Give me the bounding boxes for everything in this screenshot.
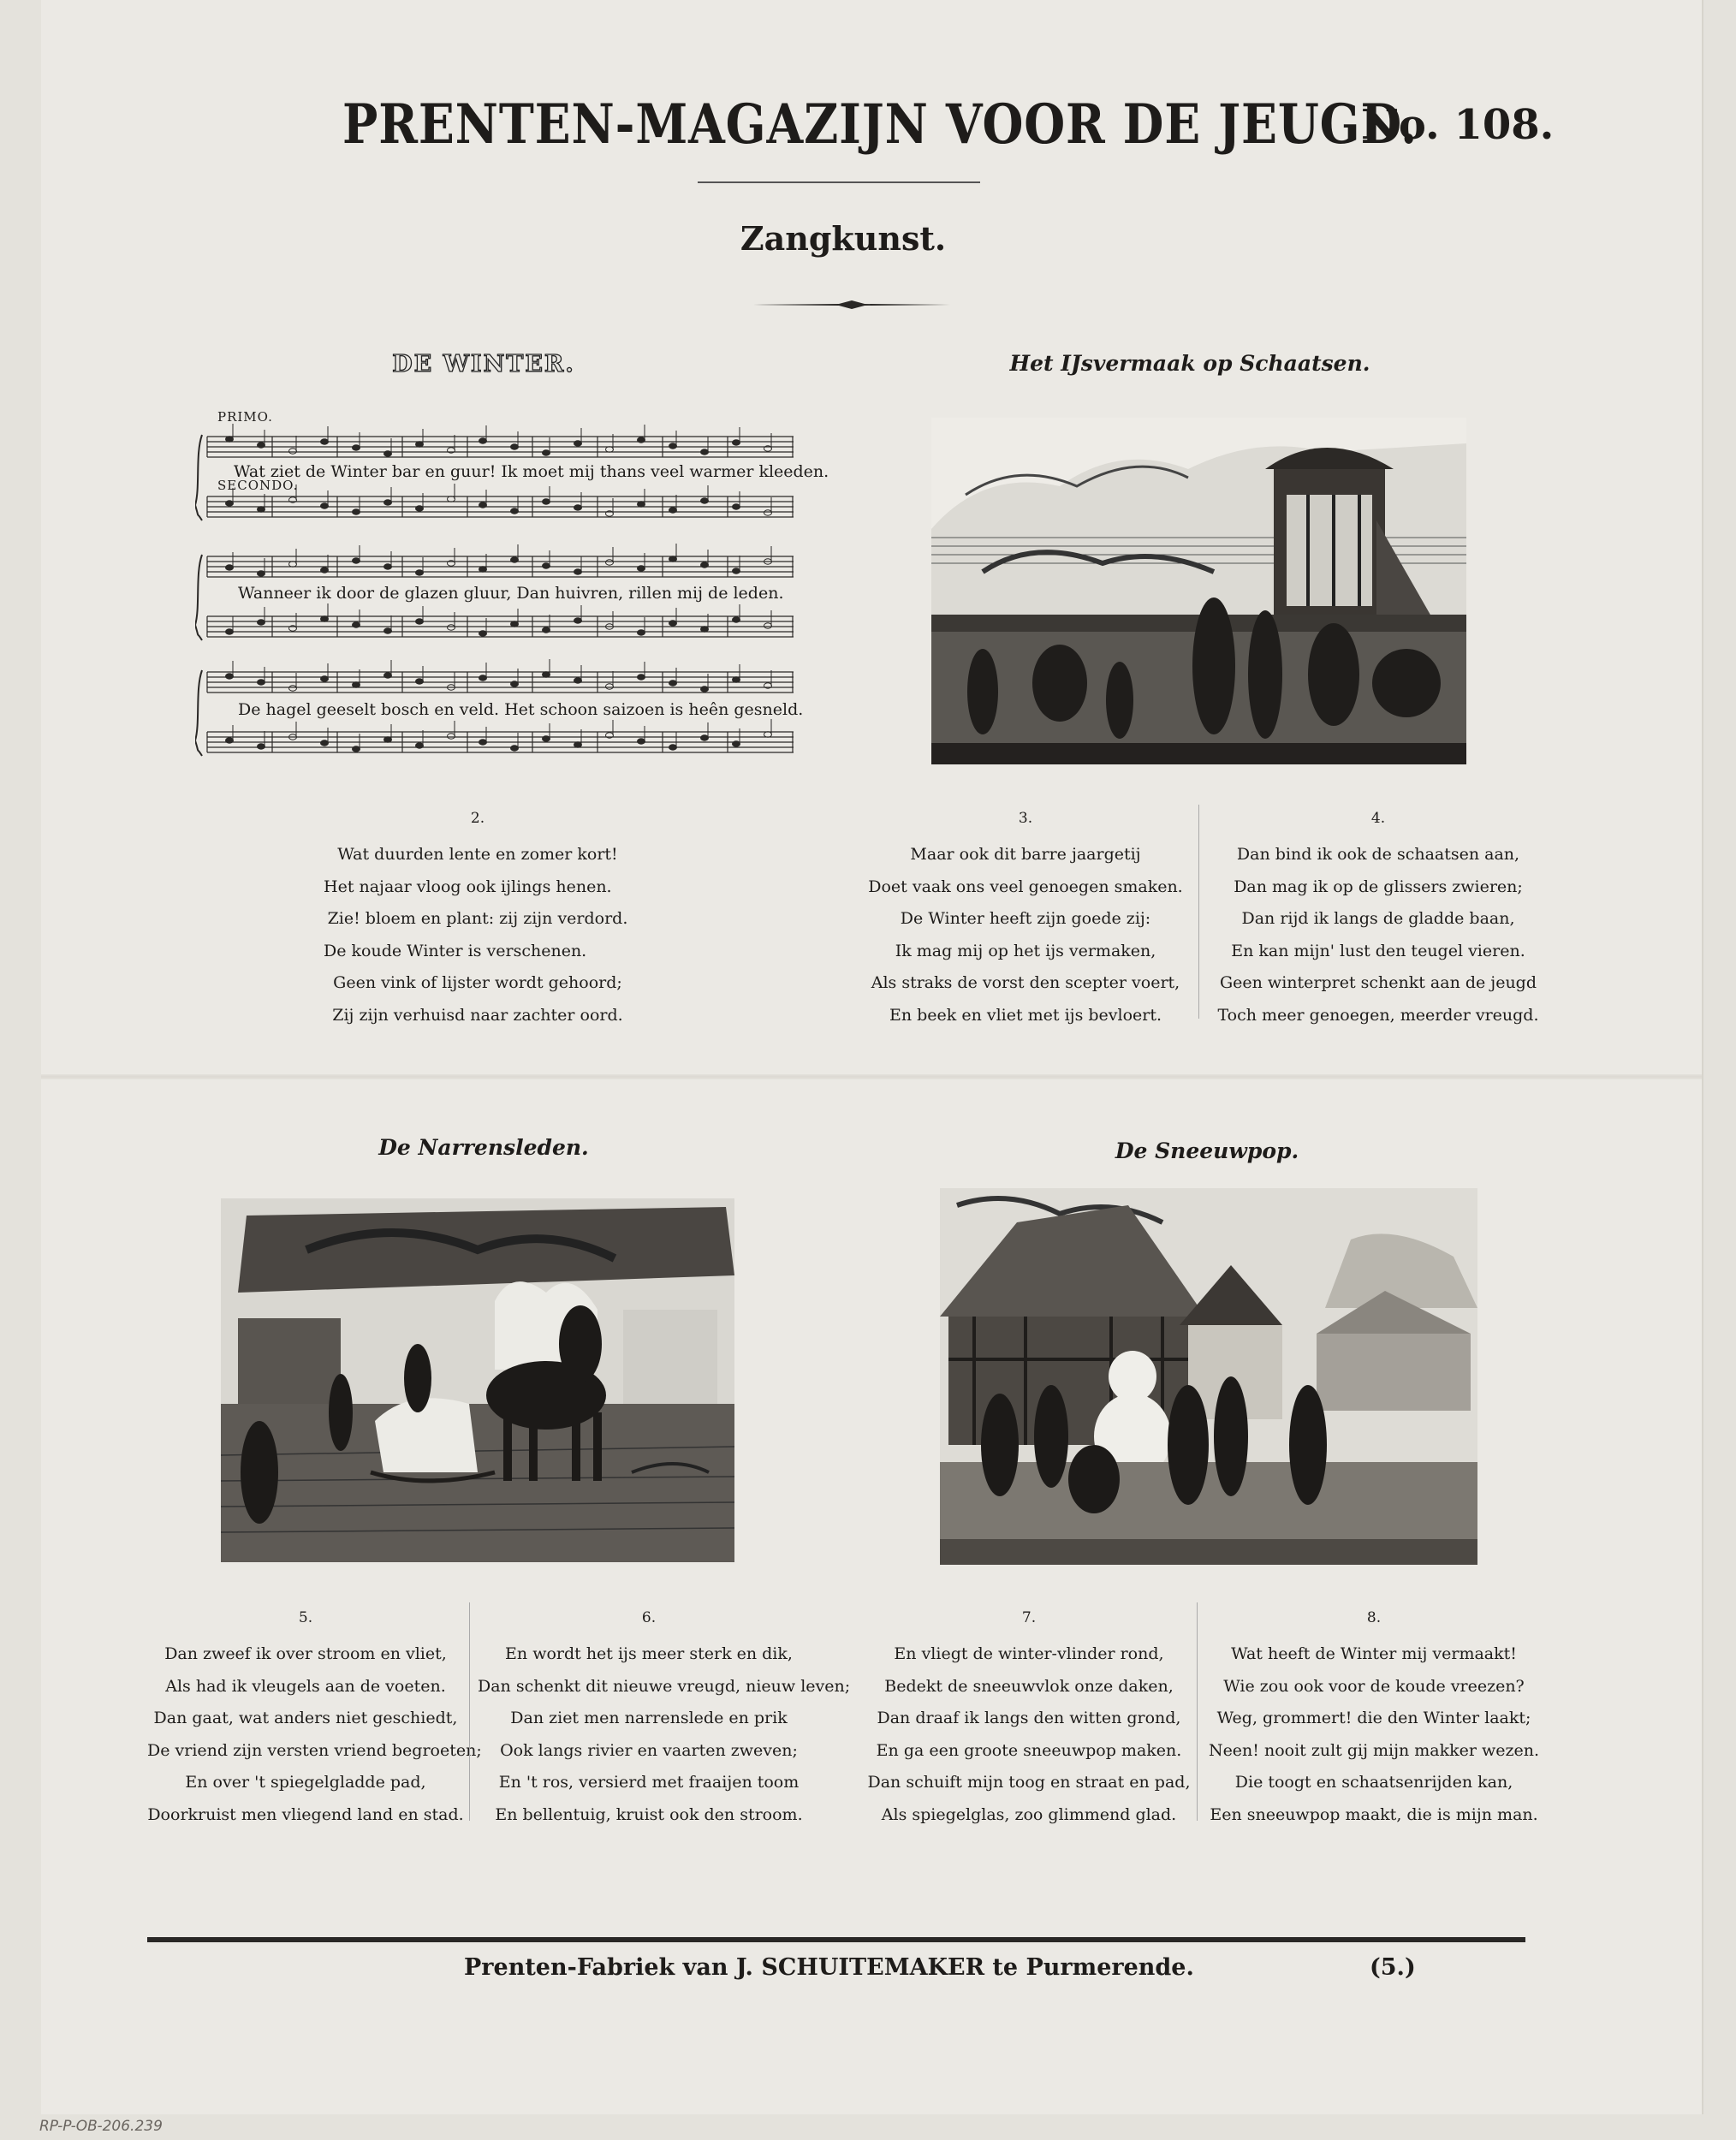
note-head xyxy=(226,437,234,442)
note-head xyxy=(669,745,677,750)
note-head xyxy=(479,631,487,636)
note-head xyxy=(638,566,645,571)
section-title-ijsvermaak: Het IJsvermaak op Schaatsen. xyxy=(1009,351,1370,376)
verse-line: Dan gaat, wat anders niet geschiedt, xyxy=(153,1709,458,1727)
note-head xyxy=(321,568,329,573)
note-head xyxy=(479,438,487,443)
column-divider xyxy=(469,1602,470,1821)
verse-line: Zie! bloem en plant: zij zijn verdord. xyxy=(327,909,628,928)
music-score xyxy=(195,402,829,762)
note-head xyxy=(543,627,550,633)
note-head xyxy=(511,444,519,449)
note-head xyxy=(764,510,772,515)
note-head xyxy=(638,675,645,680)
section-title-narrensleden: De Narrensleden. xyxy=(378,1135,589,1160)
verse-line: Toch meer genoegen, meerder vreugd. xyxy=(1217,1005,1539,1025)
verse-line: Wie zou ook voor de koude vreezen? xyxy=(1223,1676,1525,1696)
verse-line: En ga een groote sneeuwpop maken. xyxy=(876,1740,1182,1760)
catalog-number: RP-P-OB-206.239 xyxy=(39,2118,163,2135)
note-head xyxy=(669,508,677,513)
note-head xyxy=(574,505,582,510)
main-title: PRENTEN-MAGAZIJN VOOR DE JEUGD. xyxy=(342,92,1418,157)
verse-line: Ik mag mij op het ijs vermaken, xyxy=(895,941,1156,960)
note-head xyxy=(353,509,360,514)
note-head xyxy=(701,498,709,503)
verse-line: Dan rijd ik langs de gladde baan, xyxy=(1241,909,1515,928)
verse-6 xyxy=(478,1602,851,1831)
lyric-line-3: De hagel geeselt bosch en veld. Het schoon saizoen is heên gesneld. xyxy=(238,700,804,719)
verse-5 xyxy=(147,1602,482,1831)
note-head xyxy=(764,732,772,737)
verse-line: En kan mijn' lust den teugel vieren. xyxy=(1231,941,1525,960)
note-head xyxy=(701,449,709,455)
note-head xyxy=(638,630,645,635)
note-head xyxy=(258,620,265,625)
verse-line: Maar ook dit barre jaargetij xyxy=(910,845,1141,864)
note-head xyxy=(353,558,360,563)
note-head xyxy=(574,678,582,683)
note-head xyxy=(416,679,424,684)
note-head xyxy=(448,496,455,502)
note-head xyxy=(289,449,297,454)
verse-4 xyxy=(1207,803,1549,1031)
note-head xyxy=(448,625,455,630)
sheet-number: (5.) xyxy=(1370,1954,1416,1981)
note-head xyxy=(479,567,487,572)
verse-line: Als straks de vorst den scepter voert, xyxy=(871,973,1180,992)
song-title: DE WINTER. xyxy=(392,351,575,377)
note-head xyxy=(669,681,677,686)
verse-line: Geen winterpret schenkt aan de jeugd xyxy=(1219,973,1537,992)
verse-line: De koude Winter is verschenen. xyxy=(324,941,587,960)
note-head xyxy=(226,629,234,634)
note-head xyxy=(701,627,709,632)
note-head xyxy=(669,443,677,449)
note-head xyxy=(384,628,392,633)
verse-number: 5. xyxy=(298,1609,313,1626)
verse-line: Dan draaf ik langs den witten grond, xyxy=(877,1709,1181,1727)
note-head xyxy=(606,684,614,689)
note-head xyxy=(574,742,582,747)
verse-line: Het najaar vloog ook ijlings henen. xyxy=(324,877,612,896)
verse-line: Als spiegelglas, zoo glimmend glad. xyxy=(881,1804,1177,1824)
lyric-line-1: Wat ziet de Winter bar en guur! Ik moet mij thans veel warmer kleeden. xyxy=(234,462,829,481)
note-head xyxy=(733,741,740,746)
note-head xyxy=(258,744,265,749)
note-head xyxy=(574,618,582,623)
note-head xyxy=(321,439,329,444)
note-head xyxy=(543,499,550,504)
note-head xyxy=(353,622,360,627)
subtitle: Zangkunst. xyxy=(740,219,947,258)
note-head xyxy=(638,739,645,744)
verse-line: En beek en vliet met ijs bevloert. xyxy=(889,1005,1162,1025)
note-head xyxy=(226,565,234,570)
note-head xyxy=(384,673,392,678)
verse-line: De vriend zijn versten vriend begroeten; xyxy=(147,1740,482,1760)
note-head xyxy=(669,556,677,562)
verse-line: Een sneeuwpop maakt, die is mijn man. xyxy=(1210,1804,1538,1824)
header-rule xyxy=(698,181,980,183)
note-head xyxy=(511,508,519,514)
note-head xyxy=(479,740,487,745)
note-head xyxy=(416,743,424,748)
verse-line: Dan schuift mijn toog en straat en pad, xyxy=(867,1773,1191,1792)
verse-line: Dan schenkt dit nieuwe vreugd, nieuw leven; xyxy=(478,1676,851,1696)
section-title-sneeuwpop: De Sneeuwpop. xyxy=(1115,1138,1299,1163)
note-head xyxy=(701,687,709,692)
note-head xyxy=(258,507,265,512)
note-head xyxy=(416,619,424,624)
note-head xyxy=(764,623,772,628)
primo-label: PRIMO. xyxy=(217,409,273,425)
note-head xyxy=(321,616,329,621)
note-head xyxy=(543,672,550,677)
note-head xyxy=(733,617,740,622)
verse-8 xyxy=(1203,1602,1545,1831)
verse-line: Dan bind ik ook de schaatsen aan, xyxy=(1236,845,1520,864)
note-head xyxy=(638,502,645,507)
verse-2 xyxy=(324,803,632,1031)
column-divider xyxy=(1197,1602,1198,1821)
verse-line: Dan mag ik op de glissers zwieren; xyxy=(1234,877,1523,896)
verse-line: Ook langs rivier en vaarten zweven; xyxy=(500,1740,798,1760)
verse-line: Neen! nooit zult gij mijn makker wezen. xyxy=(1208,1740,1540,1760)
verse-line: Weg, grommert! die den Winter laakt; xyxy=(1216,1709,1531,1727)
verse-7 xyxy=(866,1602,1192,1831)
note-head xyxy=(226,501,234,506)
verse-line: En vliegt de winter-vlinder rond, xyxy=(894,1644,1164,1663)
note-head xyxy=(353,682,360,687)
note-head xyxy=(733,440,740,445)
note-head xyxy=(384,564,392,569)
verse-line: En 't ros, versierd met fraaijen toom xyxy=(498,1773,800,1792)
verse-line: Bedekt de sneeuwvlok onze daken, xyxy=(884,1676,1174,1696)
note-head xyxy=(321,676,329,681)
note-head xyxy=(606,447,614,452)
verse-line: Als had ik vleugels aan de voeten. xyxy=(165,1676,446,1696)
verse-3 xyxy=(867,803,1184,1031)
note-head xyxy=(701,562,709,568)
ornament-divider xyxy=(753,300,950,310)
verse-line: En over 't spiegelgladde pad, xyxy=(185,1773,426,1792)
paper-fold xyxy=(41,1074,1702,1079)
column-divider xyxy=(1198,805,1199,1019)
verse-line: Wat duurden lente en zomer kort! xyxy=(337,845,618,864)
verse-line: Wat heeft de Winter mij vermaakt! xyxy=(1231,1644,1517,1663)
note-head xyxy=(353,746,360,752)
note-head xyxy=(733,504,740,509)
verse-line: Doet vaak ons veel genoegen smaken. xyxy=(868,877,1183,896)
verse-number: 6. xyxy=(641,1609,657,1626)
note-head xyxy=(543,450,550,455)
lyric-line-2: Wanneer ik door de glazen gluur, Dan huivren, rillen mij de leden. xyxy=(238,584,784,603)
note-head xyxy=(511,557,519,562)
verse-line: Geen vink of lijster wordt gehoord; xyxy=(333,973,622,992)
note-head xyxy=(479,675,487,681)
note-head xyxy=(448,734,455,739)
note-head xyxy=(543,563,550,568)
verse-number: 7. xyxy=(1021,1609,1037,1626)
note-head xyxy=(258,443,265,448)
note-head xyxy=(321,740,329,746)
secondo-label: SECONDO. xyxy=(217,478,299,493)
note-head xyxy=(289,686,297,691)
verse-number: 3. xyxy=(1018,810,1033,827)
note-head xyxy=(606,560,614,565)
note-head xyxy=(226,738,234,743)
verse-line: Dan ziet men narrenslede en prik xyxy=(510,1709,788,1727)
note-head xyxy=(479,502,487,508)
verse-line: Dan zweef ik over stroom en vliet, xyxy=(164,1644,447,1663)
woodcut-snowman xyxy=(940,1188,1477,1565)
note-head xyxy=(416,506,424,511)
verse-number: 2. xyxy=(470,810,485,827)
note-head xyxy=(384,500,392,505)
note-head xyxy=(543,736,550,741)
woodcut-sleigh xyxy=(221,1198,734,1562)
note-head xyxy=(511,621,519,627)
note-head xyxy=(669,621,677,626)
note-head xyxy=(733,568,740,574)
publisher-line: Prenten-Fabriek van J. SCHUITEMAKER te Purmerende. xyxy=(464,1954,1194,1981)
note-head xyxy=(511,746,519,751)
note-head xyxy=(258,571,265,576)
note-head xyxy=(384,451,392,456)
note-head xyxy=(574,569,582,574)
note-head xyxy=(733,677,740,682)
verse-number: 4. xyxy=(1370,810,1386,827)
woodcut-skating xyxy=(931,418,1466,764)
verse-line: Zij zijn verhuisd naar zachter oord. xyxy=(332,1005,623,1025)
note-head xyxy=(289,562,297,567)
note-head xyxy=(321,503,329,508)
verse-number: 8. xyxy=(1366,1609,1382,1626)
verse-line: En wordt het ijs meer sterk en dik, xyxy=(505,1644,793,1663)
note-head xyxy=(226,674,234,679)
note-head xyxy=(638,437,645,443)
note-head xyxy=(574,441,582,446)
note-head xyxy=(258,680,265,685)
verse-line: Doorkruist men vliegend land en stad. xyxy=(147,1804,464,1824)
note-head xyxy=(384,737,392,742)
verse-line: En bellentuig, kruist ook den stroom. xyxy=(495,1804,803,1824)
note-head xyxy=(701,735,709,740)
note-head xyxy=(511,681,519,687)
note-head xyxy=(353,445,360,450)
verse-line: De Winter heeft zijn goede zij: xyxy=(900,909,1151,928)
verse-line: Die toogt en schaatsenrijden kan, xyxy=(1234,1773,1513,1792)
note-head xyxy=(416,442,424,447)
issue-number: No. 108. xyxy=(1361,101,1555,149)
note-head xyxy=(416,570,424,575)
footer-rule xyxy=(147,1937,1525,1942)
